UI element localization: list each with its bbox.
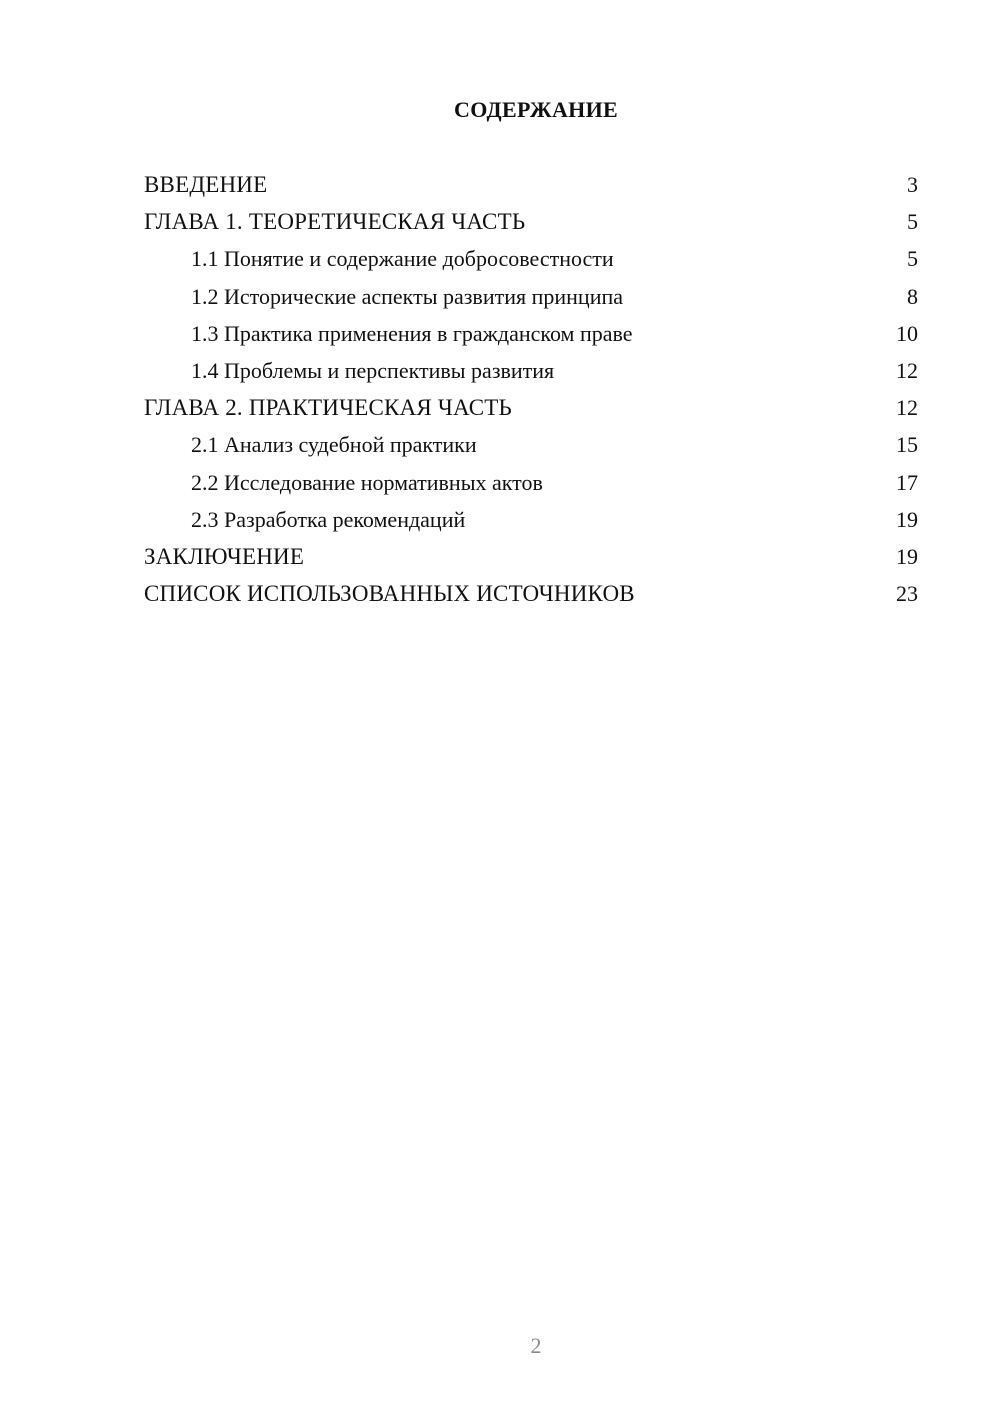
toc-entry[interactable] — [144, 166, 918, 203]
toc-entry-page: 23 — [896, 581, 918, 607]
toc-entry[interactable] — [144, 464, 918, 501]
toc-entry-title: 1.2 Исторические аспекты развития принципа — [191, 283, 624, 309]
toc-entry-title: 2.2 Исследование нормативных актов — [191, 469, 543, 495]
toc-entry-title: ГЛАВА 1. ТЕОРЕТИЧЕСКАЯ ЧАСТЬ — [144, 209, 526, 235]
toc-entry[interactable] — [144, 352, 918, 389]
toc-entry[interactable] — [144, 278, 918, 315]
toc-entry-title: 2.3 Разработка рекомендаций — [191, 506, 466, 532]
toc-entry[interactable] — [144, 240, 918, 277]
toc-entry-title: 1.4 Проблемы и перспективы развития — [191, 357, 555, 383]
toc-entry-title: 1.1 Понятие и содержание добросовестности — [191, 246, 614, 272]
toc-entry[interactable] — [144, 575, 918, 612]
toc-entry-page: 8 — [907, 283, 918, 309]
page-number: 2 — [530, 1333, 542, 1358]
toc-entry[interactable] — [144, 426, 918, 463]
toc-entry-page: 19 — [896, 506, 918, 532]
toc-entry-page: 12 — [896, 395, 918, 421]
toc-entry-title: СПИСОК ИСПОЛЬЗОВАННЫХ ИСТОЧНИКОВ — [144, 581, 635, 607]
toc-entry-page: 12 — [896, 357, 918, 383]
toc-entry-title: ГЛАВА 2. ПРАКТИЧЕСКАЯ ЧАСТЬ — [144, 395, 512, 421]
toc-entry[interactable] — [144, 538, 918, 575]
toc-entry-page: 3 — [907, 172, 918, 197]
toc-entry[interactable] — [144, 203, 918, 240]
toc-entry-title: ЗАКЛЮЧЕНИЕ — [144, 543, 305, 569]
toc-entry-page: 19 — [896, 543, 918, 569]
toc-entry-title: ВВЕДЕНИЕ — [144, 172, 268, 197]
toc-entry-title: 2.1 Анализ судебной практики — [191, 432, 477, 458]
page-title: СОДЕРЖАНИЕ — [454, 97, 618, 122]
toc-entry-page: 17 — [896, 469, 918, 495]
toc-entry[interactable] — [144, 315, 918, 352]
toc-entry-page: 5 — [907, 209, 918, 235]
toc-entry-title: 1.3 Практика применения в гражданском праве — [191, 320, 633, 346]
toc-entry-page: 15 — [896, 432, 918, 458]
toc-entry-page: 5 — [907, 246, 918, 272]
toc-entry-page: 10 — [896, 320, 918, 346]
table-of-contents — [144, 166, 918, 612]
toc-entry[interactable] — [144, 389, 918, 426]
toc-entry[interactable] — [144, 501, 918, 538]
